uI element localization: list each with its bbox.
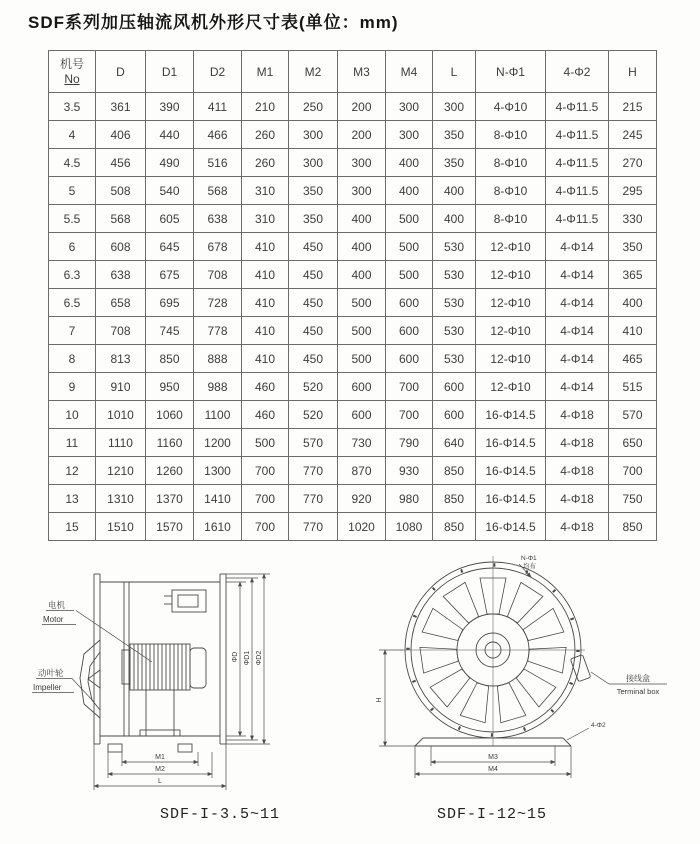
table-cell: 608 [96, 233, 146, 261]
table-cell: 4-Φ18 [546, 401, 609, 429]
table-cell: 600 [338, 401, 386, 429]
table-cell: 500 [242, 429, 289, 457]
table-cell: 12-Φ10 [476, 233, 546, 261]
table-cell: 350 [433, 121, 476, 149]
header-col: D [96, 51, 146, 93]
table-cell: 870 [338, 457, 386, 485]
table-cell: 245 [609, 121, 657, 149]
header-model-no [49, 51, 96, 93]
table-cell: 350 [609, 233, 657, 261]
table-cell: 466 [194, 121, 242, 149]
table-cell: 4-Φ18 [546, 513, 609, 541]
table-row [49, 149, 657, 177]
table-cell: 645 [146, 233, 194, 261]
table-cell: 1060 [146, 401, 194, 429]
table-row [49, 93, 657, 121]
dim-label-d1: ΦD1 [244, 650, 251, 666]
table-cell: 1310 [96, 485, 146, 513]
table-cell: 350 [433, 149, 476, 177]
table-cell: 520 [289, 373, 338, 401]
table-cell: 640 [433, 429, 476, 457]
table-cell: 4-Φ18 [546, 429, 609, 457]
table-cell: 1160 [146, 429, 194, 457]
table-cell: 1300 [194, 457, 242, 485]
table-cell: 508 [96, 177, 146, 205]
table-cell: 361 [96, 93, 146, 121]
table-cell: 410 [242, 289, 289, 317]
table-cell: 530 [433, 289, 476, 317]
table-cell: 400 [386, 149, 433, 177]
fan-size-table [48, 50, 657, 541]
centerlines [401, 556, 585, 746]
table-cell: 700 [609, 457, 657, 485]
table-cell: 450 [289, 345, 338, 373]
junction-box [164, 590, 206, 612]
table-cell: 410 [242, 345, 289, 373]
table-cell: 1200 [194, 429, 242, 457]
table-cell: 600 [433, 401, 476, 429]
header-col: M2 [289, 51, 338, 93]
table-cell: 400 [338, 261, 386, 289]
table-cell: 4-Φ10 [476, 93, 546, 121]
impeller-cone [80, 640, 100, 718]
table-cell: 700 [242, 513, 289, 541]
table-cell: 678 [194, 233, 242, 261]
table-cell: 500 [386, 205, 433, 233]
impeller-label-en: Impeller [33, 683, 62, 692]
table-cell: 708 [96, 317, 146, 345]
table-cell: 406 [96, 121, 146, 149]
table-cell: 4-Φ11.5 [546, 121, 609, 149]
table-cell: 215 [609, 93, 657, 121]
table-cell: 700 [242, 485, 289, 513]
dim-label-m1: M1 [155, 754, 165, 761]
table-cell: 200 [338, 121, 386, 149]
caption-front-view: SDF-I-12~15 [436, 806, 548, 823]
table-cell: 638 [96, 261, 146, 289]
table-cell: 260 [242, 149, 289, 177]
table-row [49, 233, 657, 261]
table-cell: 1260 [146, 457, 194, 485]
table-cell: 12-Φ10 [476, 317, 546, 345]
table-cell: 850 [433, 457, 476, 485]
leader-lines [519, 564, 667, 740]
rim-holes-label-line2: 均布 [523, 563, 536, 570]
table-cell: 450 [289, 317, 338, 345]
table-row [49, 121, 657, 149]
table-row [49, 485, 657, 513]
cell-model-no: 4 [49, 121, 96, 149]
table-row [49, 261, 657, 289]
table-cell: 400 [433, 205, 476, 233]
front-view-drawing [345, 550, 675, 798]
table-cell: 350 [289, 177, 338, 205]
table-cell: 8-Φ10 [476, 121, 546, 149]
table-cell: 570 [289, 429, 338, 457]
table-row [49, 317, 657, 345]
height-dimension [379, 650, 415, 746]
cell-model-no: 6.5 [49, 289, 96, 317]
table-cell: 600 [433, 373, 476, 401]
table-row [49, 513, 657, 541]
cell-model-no: 7 [49, 317, 96, 345]
table-cell: 400 [609, 289, 657, 317]
table-cell: 1020 [338, 513, 386, 541]
table-cell: 1570 [146, 513, 194, 541]
cell-model-no: 15 [49, 513, 96, 541]
table-cell: 200 [338, 93, 386, 121]
header-col: D2 [194, 51, 242, 93]
table-cell: 456 [96, 149, 146, 177]
cell-model-no: 6.3 [49, 261, 96, 289]
header-row [49, 51, 657, 93]
motor-label-en: Motor [43, 615, 64, 624]
table-row [49, 345, 657, 373]
cell-model-no: 13 [49, 485, 96, 513]
table-cell: 700 [386, 373, 433, 401]
casing-shell [100, 582, 220, 736]
table-cell: 4-Φ11.5 [546, 177, 609, 205]
table-cell: 490 [146, 149, 194, 177]
table-cell: 750 [609, 485, 657, 513]
motor-body [122, 644, 206, 690]
dim-label-m4: M4 [488, 766, 498, 773]
table-cell: 745 [146, 317, 194, 345]
table-cell: 300 [289, 149, 338, 177]
table-cell: 730 [338, 429, 386, 457]
table-cell: 350 [289, 205, 338, 233]
table-cell: 16-Φ14.5 [476, 513, 546, 541]
table-row [49, 429, 657, 457]
table-cell: 770 [289, 485, 338, 513]
table-cell: 988 [194, 373, 242, 401]
table-cell: 400 [433, 177, 476, 205]
table-cell: 500 [386, 261, 433, 289]
table-cell: 530 [433, 317, 476, 345]
table-cell: 1110 [96, 429, 146, 457]
table-cell: 850 [433, 485, 476, 513]
table-cell: 500 [338, 289, 386, 317]
table-cell: 300 [386, 93, 433, 121]
table-cell: 16-Φ14.5 [476, 429, 546, 457]
header-col: D1 [146, 51, 194, 93]
table-cell: 500 [338, 345, 386, 373]
cell-model-no: 5 [49, 177, 96, 205]
table-cell: 12-Φ10 [476, 289, 546, 317]
table-cell: 728 [194, 289, 242, 317]
table-cell: 16-Φ14.5 [476, 485, 546, 513]
table-cell: 300 [433, 93, 476, 121]
table-cell: 695 [146, 289, 194, 317]
table-cell: 850 [146, 345, 194, 373]
table-cell: 330 [609, 205, 657, 233]
flange-holes-label: 4-Φ2 [591, 722, 606, 729]
table-row [49, 177, 657, 205]
table-cell: 400 [338, 205, 386, 233]
table-cell: 1610 [194, 513, 242, 541]
table-cell: 8-Φ10 [476, 149, 546, 177]
header-col: H [609, 51, 657, 93]
table-cell: 410 [242, 233, 289, 261]
dim-label-m2: M2 [155, 766, 165, 773]
table-cell: 850 [433, 513, 476, 541]
table-cell: 4-Φ14 [546, 345, 609, 373]
table-cell: 770 [289, 513, 338, 541]
fan-size-table-body [49, 93, 657, 541]
table-cell: 778 [194, 317, 242, 345]
table-cell: 4-Φ14 [546, 289, 609, 317]
terminal-box-label-en: Terminal box [616, 687, 660, 696]
table-cell: 520 [289, 401, 338, 429]
cell-model-no: 10 [49, 401, 96, 429]
motor-label-cn: 电机 [48, 600, 66, 610]
side-view-drawing [30, 552, 330, 800]
page-title: SDF系列加压轴流风机外形尺寸表(单位：mm) [28, 13, 399, 32]
table-cell: 1010 [96, 401, 146, 429]
table-cell: 400 [386, 177, 433, 205]
table-row [49, 289, 657, 317]
table-cell: 568 [194, 177, 242, 205]
header-col: M3 [338, 51, 386, 93]
table-cell: 365 [609, 261, 657, 289]
table-cell: 450 [289, 289, 338, 317]
cell-model-no: 12 [49, 457, 96, 485]
table-cell: 410 [242, 261, 289, 289]
table-cell: 460 [242, 373, 289, 401]
table-cell: 950 [146, 373, 194, 401]
header-col: L [433, 51, 476, 93]
table-cell: 440 [146, 121, 194, 149]
table-cell: 700 [386, 401, 433, 429]
table-cell: 300 [338, 177, 386, 205]
table-cell: 530 [433, 233, 476, 261]
table-cell: 12-Φ10 [476, 373, 546, 401]
table-cell: 1100 [194, 401, 242, 429]
table-cell: 638 [194, 205, 242, 233]
table-cell: 600 [386, 289, 433, 317]
table-cell: 270 [609, 149, 657, 177]
table-cell: 570 [609, 401, 657, 429]
table-cell: 4-Φ14 [546, 373, 609, 401]
table-cell: 411 [194, 93, 242, 121]
rim-holes-label-line1: N-Φ1 [521, 555, 537, 562]
table-cell: 250 [289, 93, 338, 121]
table-cell: 980 [386, 485, 433, 513]
table-cell: 605 [146, 205, 194, 233]
table-cell: 515 [609, 373, 657, 401]
cell-model-no: 8 [49, 345, 96, 373]
dim-label-h: H [376, 697, 383, 703]
table-cell: 450 [289, 233, 338, 261]
table-cell: 4-Φ11.5 [546, 205, 609, 233]
table-cell: 1410 [194, 485, 242, 513]
table-cell: 16-Φ14.5 [476, 457, 546, 485]
table-cell: 4-Φ14 [546, 317, 609, 345]
table-cell: 920 [338, 485, 386, 513]
table-cell: 910 [96, 373, 146, 401]
table-cell: 390 [146, 93, 194, 121]
table-cell: 1370 [146, 485, 194, 513]
table-cell: 465 [609, 345, 657, 373]
table-cell: 4-Φ18 [546, 485, 609, 513]
table-cell: 658 [96, 289, 146, 317]
table-cell: 295 [609, 177, 657, 205]
table-cell: 12-Φ10 [476, 345, 546, 373]
table-cell: 1080 [386, 513, 433, 541]
table-cell: 310 [242, 177, 289, 205]
table-row [49, 401, 657, 429]
table-cell: 4-Φ14 [546, 261, 609, 289]
header-col: M1 [242, 51, 289, 93]
table-row [49, 373, 657, 401]
cell-model-no: 4.5 [49, 149, 96, 177]
table-cell: 260 [242, 121, 289, 149]
table-cell: 708 [194, 261, 242, 289]
table-cell: 530 [433, 345, 476, 373]
table-cell: 500 [338, 317, 386, 345]
table-cell: 12-Φ10 [476, 261, 546, 289]
caption-side-view: SDF-I-3.5~11 [159, 806, 281, 823]
table-cell: 813 [96, 345, 146, 373]
table-cell: 4-Φ14 [546, 233, 609, 261]
mounting-feet [108, 744, 192, 752]
table-cell: 410 [242, 317, 289, 345]
table-cell: 300 [289, 121, 338, 149]
header-model-no-cn: 机号 [59, 56, 84, 71]
table-cell: 16-Φ14.5 [476, 401, 546, 429]
cell-model-no: 3.5 [49, 93, 96, 121]
table-cell: 460 [242, 401, 289, 429]
table-cell: 450 [289, 261, 338, 289]
motor-support [140, 690, 180, 736]
table-cell: 4-Φ11.5 [546, 93, 609, 121]
table-cell: 888 [194, 345, 242, 373]
table-cell: 600 [386, 345, 433, 373]
table-cell: 770 [289, 457, 338, 485]
cell-model-no: 11 [49, 429, 96, 457]
table-cell: 8-Φ10 [476, 205, 546, 233]
table-cell: 400 [338, 233, 386, 261]
table-cell: 300 [386, 121, 433, 149]
table-cell: 700 [242, 457, 289, 485]
table-cell: 1510 [96, 513, 146, 541]
table-cell: 650 [609, 429, 657, 457]
header-model-no-en: No [64, 71, 80, 86]
table-cell: 410 [609, 317, 657, 345]
table-cell: 540 [146, 177, 194, 205]
dim-label-l: L [158, 778, 162, 785]
impeller-label-cn: 动叶轮 [38, 668, 64, 678]
table-row [49, 205, 657, 233]
table-cell: 675 [146, 261, 194, 289]
table-cell: 568 [96, 205, 146, 233]
dim-label-d: ΦD [232, 651, 239, 663]
table-cell: 516 [194, 149, 242, 177]
table-cell: 210 [242, 93, 289, 121]
table-cell: 8-Φ10 [476, 177, 546, 205]
cell-model-no: 6 [49, 233, 96, 261]
cell-model-no: 5.5 [49, 205, 96, 233]
table-cell: 300 [338, 149, 386, 177]
dim-label-m3: M3 [488, 754, 498, 761]
base-dimensions [415, 746, 571, 778]
table-cell: 930 [386, 457, 433, 485]
table-cell: 310 [242, 205, 289, 233]
table-row [49, 457, 657, 485]
dimension-table [48, 50, 656, 540]
dim-label-d2: ΦD2 [256, 650, 263, 666]
table-cell: 600 [338, 373, 386, 401]
table-cell: 600 [386, 317, 433, 345]
table-cell: 790 [386, 429, 433, 457]
header-col: 4-Φ2 [546, 51, 609, 93]
cell-model-no: 9 [49, 373, 96, 401]
table-cell: 530 [433, 261, 476, 289]
terminal-box-label-cn: 接线盒 [626, 674, 650, 683]
table-cell: 1210 [96, 457, 146, 485]
table-cell: 500 [386, 233, 433, 261]
table-cell: 850 [609, 513, 657, 541]
table-cell: 4-Φ11.5 [546, 149, 609, 177]
header-col: M4 [386, 51, 433, 93]
table-cell: 4-Φ18 [546, 457, 609, 485]
header-col: N-Φ1 [476, 51, 546, 93]
